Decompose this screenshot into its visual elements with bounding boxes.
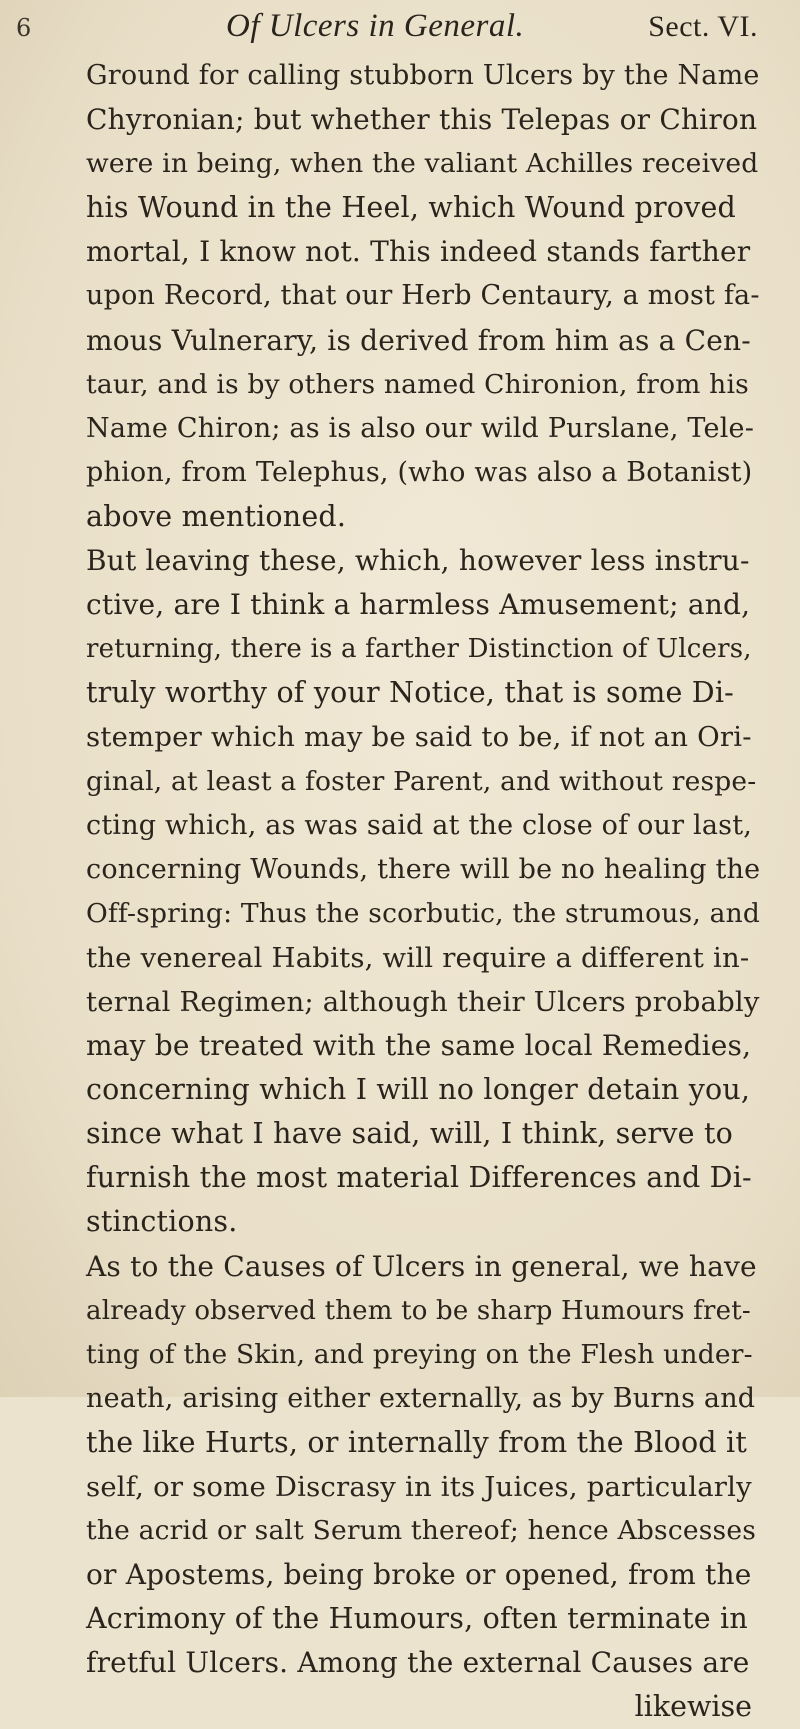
running-head-section: Sect. VI. (648, 10, 758, 43)
text-line: since what I have said, will, I think, serve to (86, 1117, 734, 1151)
text-line: Acrimony of the Humours, often terminate in (86, 1602, 748, 1636)
text-line: may be treated with the same local Remedies, (86, 1029, 752, 1063)
text-line: the like Hurts, or internally from the Blood it (86, 1425, 747, 1459)
text-line: upon Record, that our Herb Centaury, a most fa- (86, 280, 760, 312)
text-line: his Wound in the Heel, which Wound proved (86, 191, 736, 225)
text-line: As to the Causes of Ulcers in general, we have (86, 1249, 757, 1283)
running-head (226, 8, 760, 50)
text-line: concerning Wounds, there will be no healing the (86, 853, 761, 885)
page-number: 6 (16, 14, 32, 42)
text-line: above mentioned. (86, 499, 347, 533)
text-line: Chyronian; but whether this Telepas or Chiron (86, 103, 758, 137)
body-text (86, 54, 760, 1685)
text-line: Name Chiron; as is also our wild Purslane, Tele- (86, 412, 755, 444)
text-line: But leaving these, which, however less instru- (86, 544, 750, 578)
text-line: ginal, at least a foster Parent, and without respe- (86, 765, 757, 797)
text-line: Ground for calling stubborn Ulcers by the Name (86, 60, 760, 91)
text-line: cting which, as was said at the close of our last, (86, 809, 753, 841)
catchword: likewise (634, 1690, 752, 1724)
text-line: already observed them to be sharp Humours fret- (86, 1295, 751, 1326)
text-line: or Apostems, being broke or opened, from the (86, 1558, 752, 1592)
text-line: stinctions. (86, 1205, 238, 1239)
text-line: the acrid or salt Serum thereof; hence Abscesses (86, 1515, 757, 1547)
text-line: fretful Ulcers. Among the external Causes are (86, 1646, 750, 1680)
text-line: taur, and is by others named Chironion, from his (86, 368, 749, 400)
text-line: phion, from Telephus, (who was also a Botanist) (86, 456, 753, 488)
text-line: mortal, I know not. This indeed stands farther (86, 235, 751, 269)
text-line: Off-spring: Thus the scorbutic, the strumous, and (86, 897, 761, 929)
text-line: stemper which may be said to be, if not an Ori- (86, 721, 752, 754)
text-line: mous Vulnerary, is derived from him as a Cen- (86, 323, 751, 357)
text-line: returning, there is a farther Distinction of Ulcers, (86, 634, 752, 665)
text-line: concerning which I will no longer detain you, (86, 1073, 751, 1107)
text-line: were in being, when the valiant Achilles received (86, 148, 759, 180)
text-line: ctive, are I think a harmless Amusement; and, (86, 588, 751, 622)
text-line: ternal Regimen; although their Ulcers probably (86, 985, 760, 1018)
text-line: the venereal Habits, will require a different in- (86, 941, 750, 974)
text-line: furnish the most material Differences and Di- (86, 1161, 752, 1195)
text-line: truly worthy of your Notice, that is some Di- (86, 676, 734, 710)
text-line: ting of the Skin, and preying on the Flesh under- (86, 1338, 753, 1370)
text-line: self, or some Discrasy in its Juices, particularly (86, 1471, 752, 1503)
running-head-title: Of Ulcers in General. (226, 8, 525, 44)
text-line: neath, arising either externally, as by Burns and (86, 1382, 756, 1414)
